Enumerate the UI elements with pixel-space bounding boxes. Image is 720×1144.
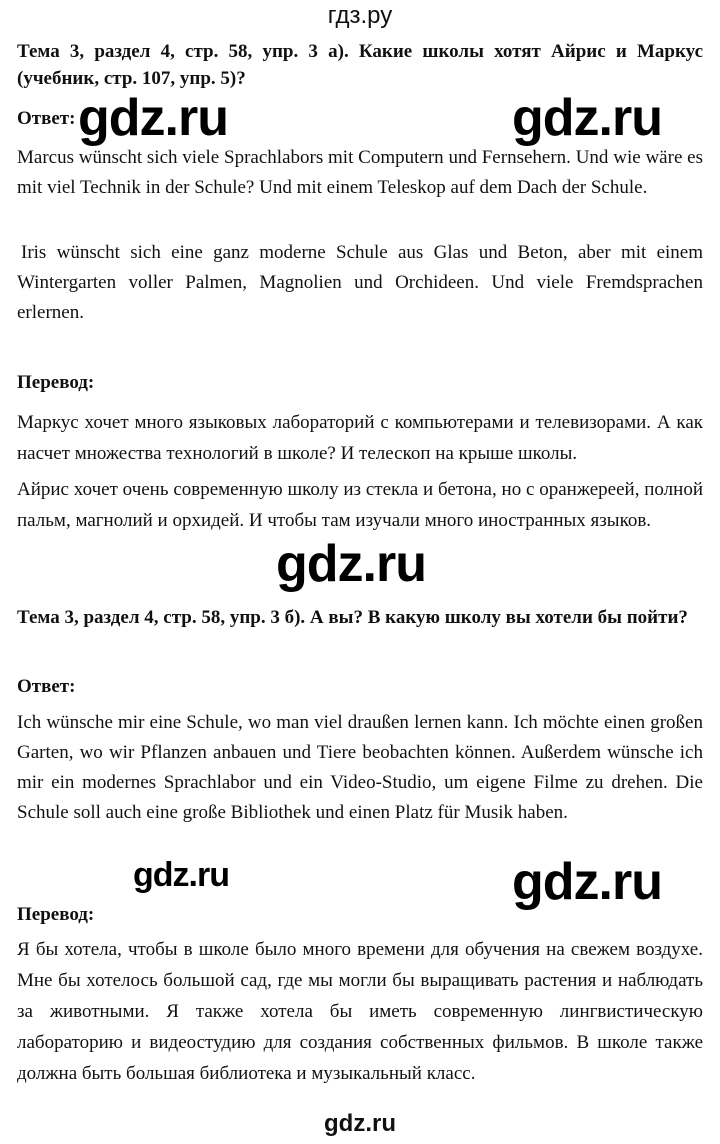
task-b-heading: Тема 3, раздел 4, стр. 58, упр. 3 б). А вы? В какую школу вы хотели бы пойти? bbox=[17, 607, 688, 628]
task-b-translation-paragraph-1: Я бы хотела, чтобы в школе было много времени для обучения на свежем воздухе. Мне бы хотелось большой сад, где мы могли бы выращивать растения и наблюдать за животными. Я также хотела бы иметь современную лингвистическую лабораторию и видеостудию для создания собственных фильмов. В школе также должна быть большая библиотека и музыкальный класс. bbox=[17, 939, 703, 1084]
task-b-translation-label: Перевод: bbox=[17, 904, 95, 925]
site-footer: gdz.ru bbox=[324, 1110, 396, 1137]
watermark: gdz.ru bbox=[512, 89, 662, 147]
site-header: гдз.ру bbox=[327, 2, 393, 29]
watermark: gdz.ru bbox=[78, 89, 228, 147]
task-a-heading: Тема 3, раздел 4, стр. 58, упр. 3 а). Какие школы хотят Айрис и Маркус (учебник, стр. 107, упр. 5)? bbox=[17, 41, 703, 89]
task-a-translation-paragraph-2: Айрис хочет очень современную школу из стекла и бетона, но с оранжереей, полной пальм, магнолий и орхидей. И чтобы там изучали много иностранных языков. bbox=[17, 479, 703, 531]
task-a-translation-paragraph-1: Маркус хочет много языковых лабораторий с компьютерами и телевизорами. А как насчет множества технологий в школе? И телескоп на крыше школы. bbox=[17, 412, 703, 464]
watermark: gdz.ru bbox=[512, 853, 662, 911]
task-a-translation-label: Перевод: bbox=[17, 372, 95, 393]
task-a-answer-label: Ответ: bbox=[17, 108, 76, 129]
task-a-answer-paragraph-2: Iris wünscht sich eine ganz moderne Schule aus Glas und Beton, aber mit einem Wintergarten voller Palmen, Magnolien und Orchideen. Und viele Fremdsprachen erlernen. bbox=[17, 242, 703, 323]
watermark: gdz.ru bbox=[276, 535, 426, 593]
task-b-answer-paragraph-1: Ich wünsche mir eine Schule, wo man viel draußen lernen kann. Ich möchte einen großen Garten, wo wir Pflanzen anbauen und Tiere beobachten können. Außerdem wünsche ich mir ein modernes Sprachlabor und ein Video-Studio, um eigene Filme zu drehen. Die Schule soll auch eine große Bibliothek und einen Platz für Musik haben. bbox=[17, 712, 703, 823]
task-a-answer-paragraph-1: Marcus wünscht sich viele Sprachlabors mit Computern und Fernsehern. Und wie wäre es mit viel Technik in der Schule? Und mit einem Teleskop auf dem Dach der Schule. bbox=[17, 147, 703, 198]
task-b-answer-label: Ответ: bbox=[17, 676, 76, 697]
watermark: gdz.ru bbox=[133, 856, 229, 894]
